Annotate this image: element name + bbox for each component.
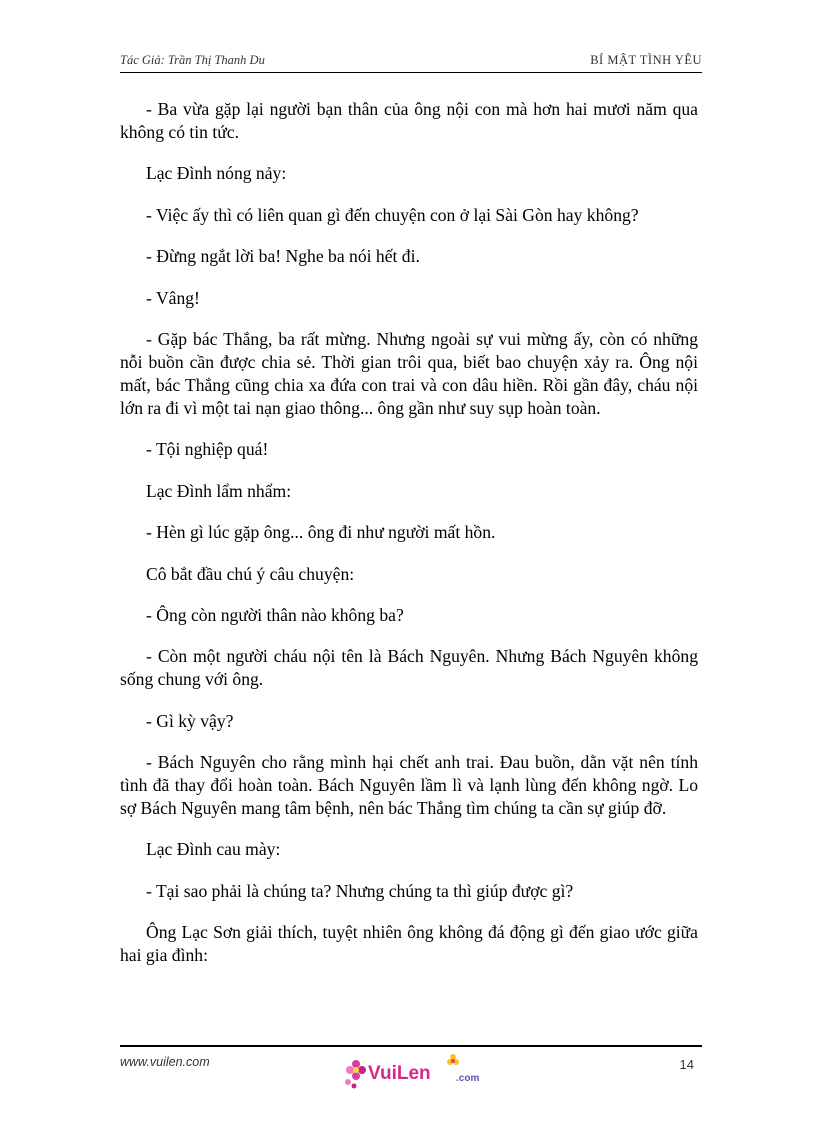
document-body xyxy=(120,98,698,986)
flower-icon xyxy=(345,1060,366,1089)
page-number: 14 xyxy=(679,1057,694,1072)
vuilen-logo xyxy=(342,1052,492,1092)
paragraph: - Việc ấy thì có liên quan gì đến chuyện con ở lại Sài Gòn hay không? xyxy=(146,204,639,225)
flower-small-icon xyxy=(447,1054,459,1065)
header-book-title: BÍ MẬT TÌNH YÊU xyxy=(590,53,702,67)
paragraph: - Đừng ngắt lời ba! Nghe ba nói hết đi. xyxy=(146,246,420,267)
paragraph: - Ông còn người thân nào không ba? xyxy=(146,604,404,625)
logo-suffix: .com xyxy=(456,1073,480,1084)
paragraph: - Ba vừa gặp lại người bạn thân của ông nội con mà hơn hai mươi năm qua không có tin tức. xyxy=(120,99,698,142)
footer-divider xyxy=(120,1045,702,1047)
header-author: Tác Giả: Trần Thị Thanh Du xyxy=(120,53,265,67)
paragraph: Cô bắt đầu chú ý câu chuyện: xyxy=(146,563,355,584)
paragraph: - Còn một người cháu nội tên là Bách Nguyên. Nhưng Bách Nguyên không sống chung với ông. xyxy=(120,646,698,690)
footer-website: www.vuilen.com xyxy=(120,1055,210,1069)
paragraph: - Vâng! xyxy=(146,287,200,308)
paragraph: - Tội nghiệp quá! xyxy=(146,439,269,460)
paragraph: Ông Lạc Sơn giải thích, tuyệt nhiên ông không đá động gì đến giao ước giữa hai gia đình: xyxy=(120,922,698,966)
logo-text: VuiLen xyxy=(368,1063,431,1084)
paragraph: Lạc Đình cau mày: xyxy=(146,839,281,860)
paragraph: - Hèn gì lúc gặp ông... ông đi như người mất hồn. xyxy=(146,522,496,543)
paragraph: Lạc Đình lẩm nhẩm: xyxy=(146,480,292,501)
page-header xyxy=(120,50,702,73)
paragraph: - Gì kỳ vậy? xyxy=(146,710,234,731)
paragraph: Lạc Đình nóng nảy: xyxy=(146,163,287,184)
paragraph: - Tại sao phải là chúng ta? Nhưng chúng ta thì giúp được gì? xyxy=(146,880,574,901)
paragraph: - Gặp bác Thắng, ba rất mừng. Nhưng ngoài sự vui mừng ấy, còn có những nỗi buồn cần được chia sẻ. Thời gian trôi qua, biết bao chuyện xảy ra. Ông nội mất, bác Thắng cũng chia xa đứa con trai và con dâu hiền. Rồi gần đây, cháu nội lớn ra đi vì một tai nạn giao thông... ông gần như suy sụp hoàn toàn. xyxy=(120,328,698,418)
paragraph: - Bách Nguyên cho rằng mình hại chết anh trai. Đau buồn, dằn vặt nên tính tình đã thay đổi hoàn toàn. Bách Nguyên lầm lì và lạnh lùng đến không ngờ. Lo sợ Bách Nguyên mang tâm bệnh, nên bác Thắng tìm chúng ta cần sự giúp đỡ. xyxy=(120,752,698,819)
